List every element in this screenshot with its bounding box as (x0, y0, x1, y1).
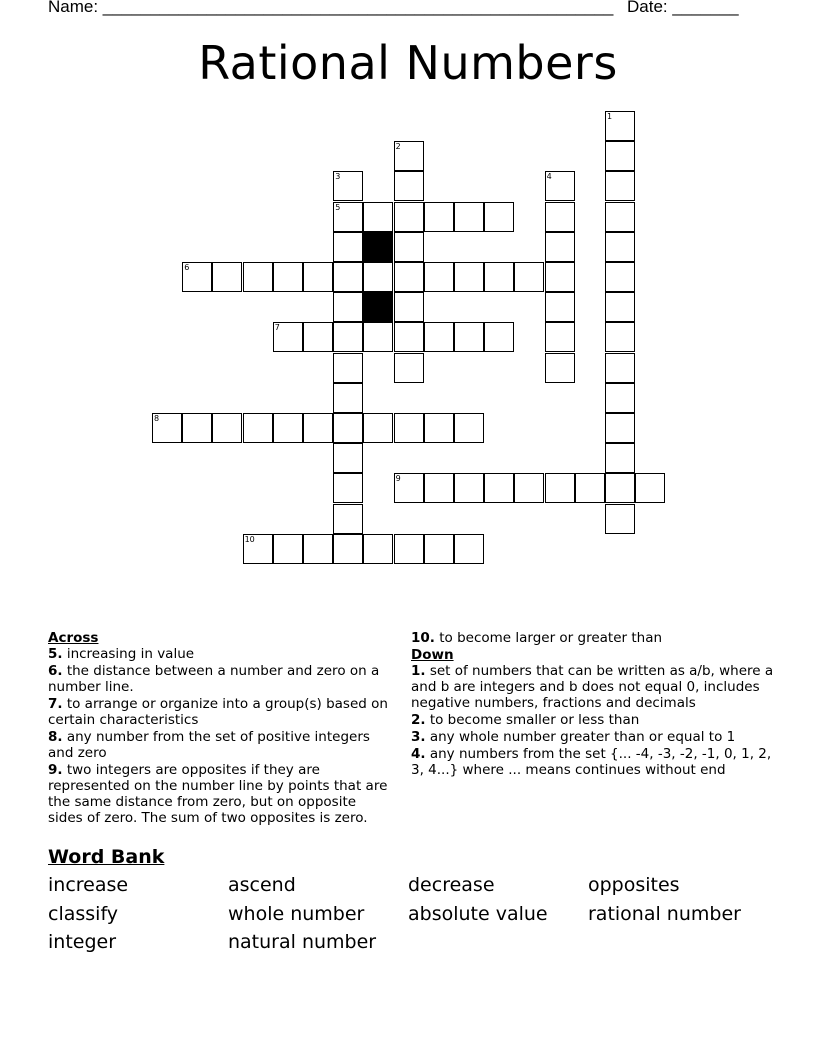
grid-cell[interactable] (605, 504, 635, 534)
name-field-label: Name: ______________________________________________________ (48, 0, 614, 16)
grid-cell[interactable] (333, 534, 363, 564)
grid-cell[interactable] (333, 353, 363, 383)
across-heading: Across (48, 630, 99, 646)
grid-cell[interactable] (605, 383, 635, 413)
grid-cell[interactable] (363, 202, 393, 232)
grid-cell[interactable] (454, 413, 484, 443)
clue-number: 10 (244, 534, 255, 544)
grid-cell[interactable] (545, 171, 575, 201)
grid-cell[interactable] (484, 473, 514, 503)
clue-across-8: 8. any number from the set of positive integers and zero (48, 729, 370, 761)
grid-cell[interactable] (333, 262, 363, 292)
grid-cell[interactable] (303, 413, 333, 443)
grid-cell[interactable] (605, 292, 635, 322)
grid-cell[interactable] (605, 202, 635, 232)
grid-cell[interactable] (363, 262, 393, 292)
grid-cell[interactable] (605, 322, 635, 352)
grid-cell[interactable] (333, 504, 363, 534)
clue-down-1: 1. set of numbers that can be written as a/b, where a and b are integers and b does not equal 0, includes negative numbers, fractions and decimals (411, 663, 774, 711)
page-title: Rational Numbers (198, 36, 618, 90)
grid-cell[interactable] (605, 443, 635, 473)
grid-cell[interactable] (333, 383, 363, 413)
grid-cell[interactable] (394, 322, 424, 352)
word-bank-word: whole number (228, 903, 365, 925)
grid-cell[interactable] (333, 473, 363, 503)
grid-cell[interactable] (545, 322, 575, 352)
grid-cell[interactable] (394, 413, 424, 443)
clue-across-9: 9. two integers are opposites if they are represented on the number line by points that are the same distance from zero, but on opposite sides of zero. The sum of two opposites is zero. (48, 762, 388, 826)
grid-cell[interactable] (243, 262, 273, 292)
grid-cell[interactable] (273, 322, 303, 352)
word-bank-word: absolute value (408, 903, 548, 925)
grid-cell[interactable] (273, 534, 303, 564)
word-bank-word: opposites (588, 874, 680, 896)
word-bank-word: rational number (588, 903, 741, 925)
grid-cell[interactable] (424, 202, 454, 232)
clues-right-column (411, 630, 776, 779)
grid-cell[interactable] (635, 473, 665, 503)
grid-cell[interactable] (545, 232, 575, 262)
clue-number: 7 (274, 323, 280, 333)
grid-cell[interactable] (394, 171, 424, 201)
grid-cell[interactable] (454, 322, 484, 352)
clue-number: 1 (607, 112, 613, 121)
grid-cell[interactable] (424, 413, 454, 443)
grid-cell[interactable] (182, 262, 212, 292)
grid-cell[interactable] (454, 202, 484, 232)
grid-cell[interactable] (424, 322, 454, 352)
grid-cell[interactable] (605, 353, 635, 383)
grid-cell[interactable] (394, 232, 424, 262)
grid-black-square (363, 292, 393, 322)
clues-left-column (48, 630, 393, 827)
grid-cell[interactable] (333, 443, 363, 473)
clue-across-5: 5. increasing in value (48, 646, 195, 662)
word-bank-word: integer (48, 931, 117, 953)
grid-cell[interactable] (424, 473, 454, 503)
grid-cell[interactable] (514, 473, 544, 503)
clue-number: 9 (395, 474, 401, 484)
grid-cell[interactable] (605, 413, 635, 443)
word-bank-word: increase (48, 874, 129, 896)
grid-cell[interactable] (152, 413, 182, 443)
clue-down-4: 4. any numbers from the set {... -4, -3, -2, -1, 0, 1, 2, 3, 4...} where ... means continues without end (411, 746, 772, 778)
grid-cell[interactable] (605, 141, 635, 171)
grid-cell[interactable] (333, 413, 363, 443)
grid-cell[interactable] (545, 202, 575, 232)
grid-cell[interactable] (394, 292, 424, 322)
date-field-label: Date: _______ (627, 0, 739, 16)
grid-cell[interactable] (605, 232, 635, 262)
grid-cell[interactable] (454, 473, 484, 503)
grid-cell[interactable] (394, 473, 424, 503)
clue-number: 3 (335, 172, 341, 182)
grid-cell[interactable] (394, 262, 424, 292)
grid-black-square (363, 232, 393, 262)
word-bank-word: ascend (228, 874, 296, 896)
grid-cell[interactable] (545, 262, 575, 292)
grid-cell[interactable] (394, 202, 424, 232)
grid-cell[interactable] (333, 171, 363, 201)
grid-cell[interactable] (182, 413, 212, 443)
grid-cell[interactable] (303, 534, 333, 564)
grid-cell[interactable] (545, 473, 575, 503)
grid-cell[interactable] (243, 534, 273, 564)
grid-cell[interactable] (273, 413, 303, 443)
grid-cell[interactable] (394, 141, 424, 171)
clue-number: 4 (546, 172, 552, 182)
clue-down-2: 2. to become smaller or less than (411, 712, 640, 728)
word-bank-word: natural number (228, 931, 377, 953)
clue-number: 2 (395, 142, 401, 152)
grid-cell[interactable] (212, 413, 242, 443)
grid-cell[interactable] (333, 292, 363, 322)
clue-across-10: 10. to become larger or greater than (411, 630, 663, 646)
grid-cell[interactable] (454, 262, 484, 292)
grid-cell[interactable] (545, 292, 575, 322)
clue-down-3: 3. any whole number greater than or equal to 1 (411, 729, 736, 745)
grid-cell[interactable] (333, 202, 363, 232)
grid-cell[interactable] (363, 534, 393, 564)
grid-cell[interactable] (484, 202, 514, 232)
grid-cell[interactable] (303, 262, 333, 292)
clue-number: 8 (154, 414, 160, 423)
grid-cell[interactable] (484, 262, 514, 292)
grid-cell[interactable] (394, 353, 424, 383)
grid-cell[interactable] (363, 322, 393, 352)
grid-cell[interactable] (605, 473, 635, 503)
word-bank-word: decrease (408, 874, 495, 896)
grid-cell[interactable] (424, 262, 454, 292)
grid-cell[interactable] (394, 534, 424, 564)
grid-cell[interactable] (333, 322, 363, 352)
grid-cell[interactable] (243, 413, 273, 443)
grid-cell[interactable] (514, 262, 544, 292)
down-heading: Down (411, 647, 454, 663)
word-bank-word: classify (48, 903, 119, 925)
word-bank-title: Word Bank (48, 846, 165, 868)
clue-across-6: 6. the distance between a number and zero on a number line. (48, 663, 380, 695)
grid-cell[interactable] (273, 262, 303, 292)
grid-cell[interactable] (545, 353, 575, 383)
grid-cell[interactable] (575, 473, 605, 503)
clue-across-7: 7. to arrange or organize into a group(s) based on certain characteristics (48, 696, 388, 728)
grid-cell[interactable] (363, 413, 393, 443)
grid-cell[interactable] (605, 111, 635, 141)
grid-cell[interactable] (424, 534, 454, 564)
grid-cell[interactable] (605, 262, 635, 292)
grid-cell[interactable] (333, 232, 363, 262)
grid-cell[interactable] (454, 534, 484, 564)
grid-cell[interactable] (212, 262, 242, 292)
clue-number: 5 (335, 202, 341, 212)
grid-cell[interactable] (605, 171, 635, 201)
grid-cell[interactable] (303, 322, 333, 352)
grid-cell[interactable] (484, 322, 514, 352)
clue-number: 6 (184, 263, 190, 272)
